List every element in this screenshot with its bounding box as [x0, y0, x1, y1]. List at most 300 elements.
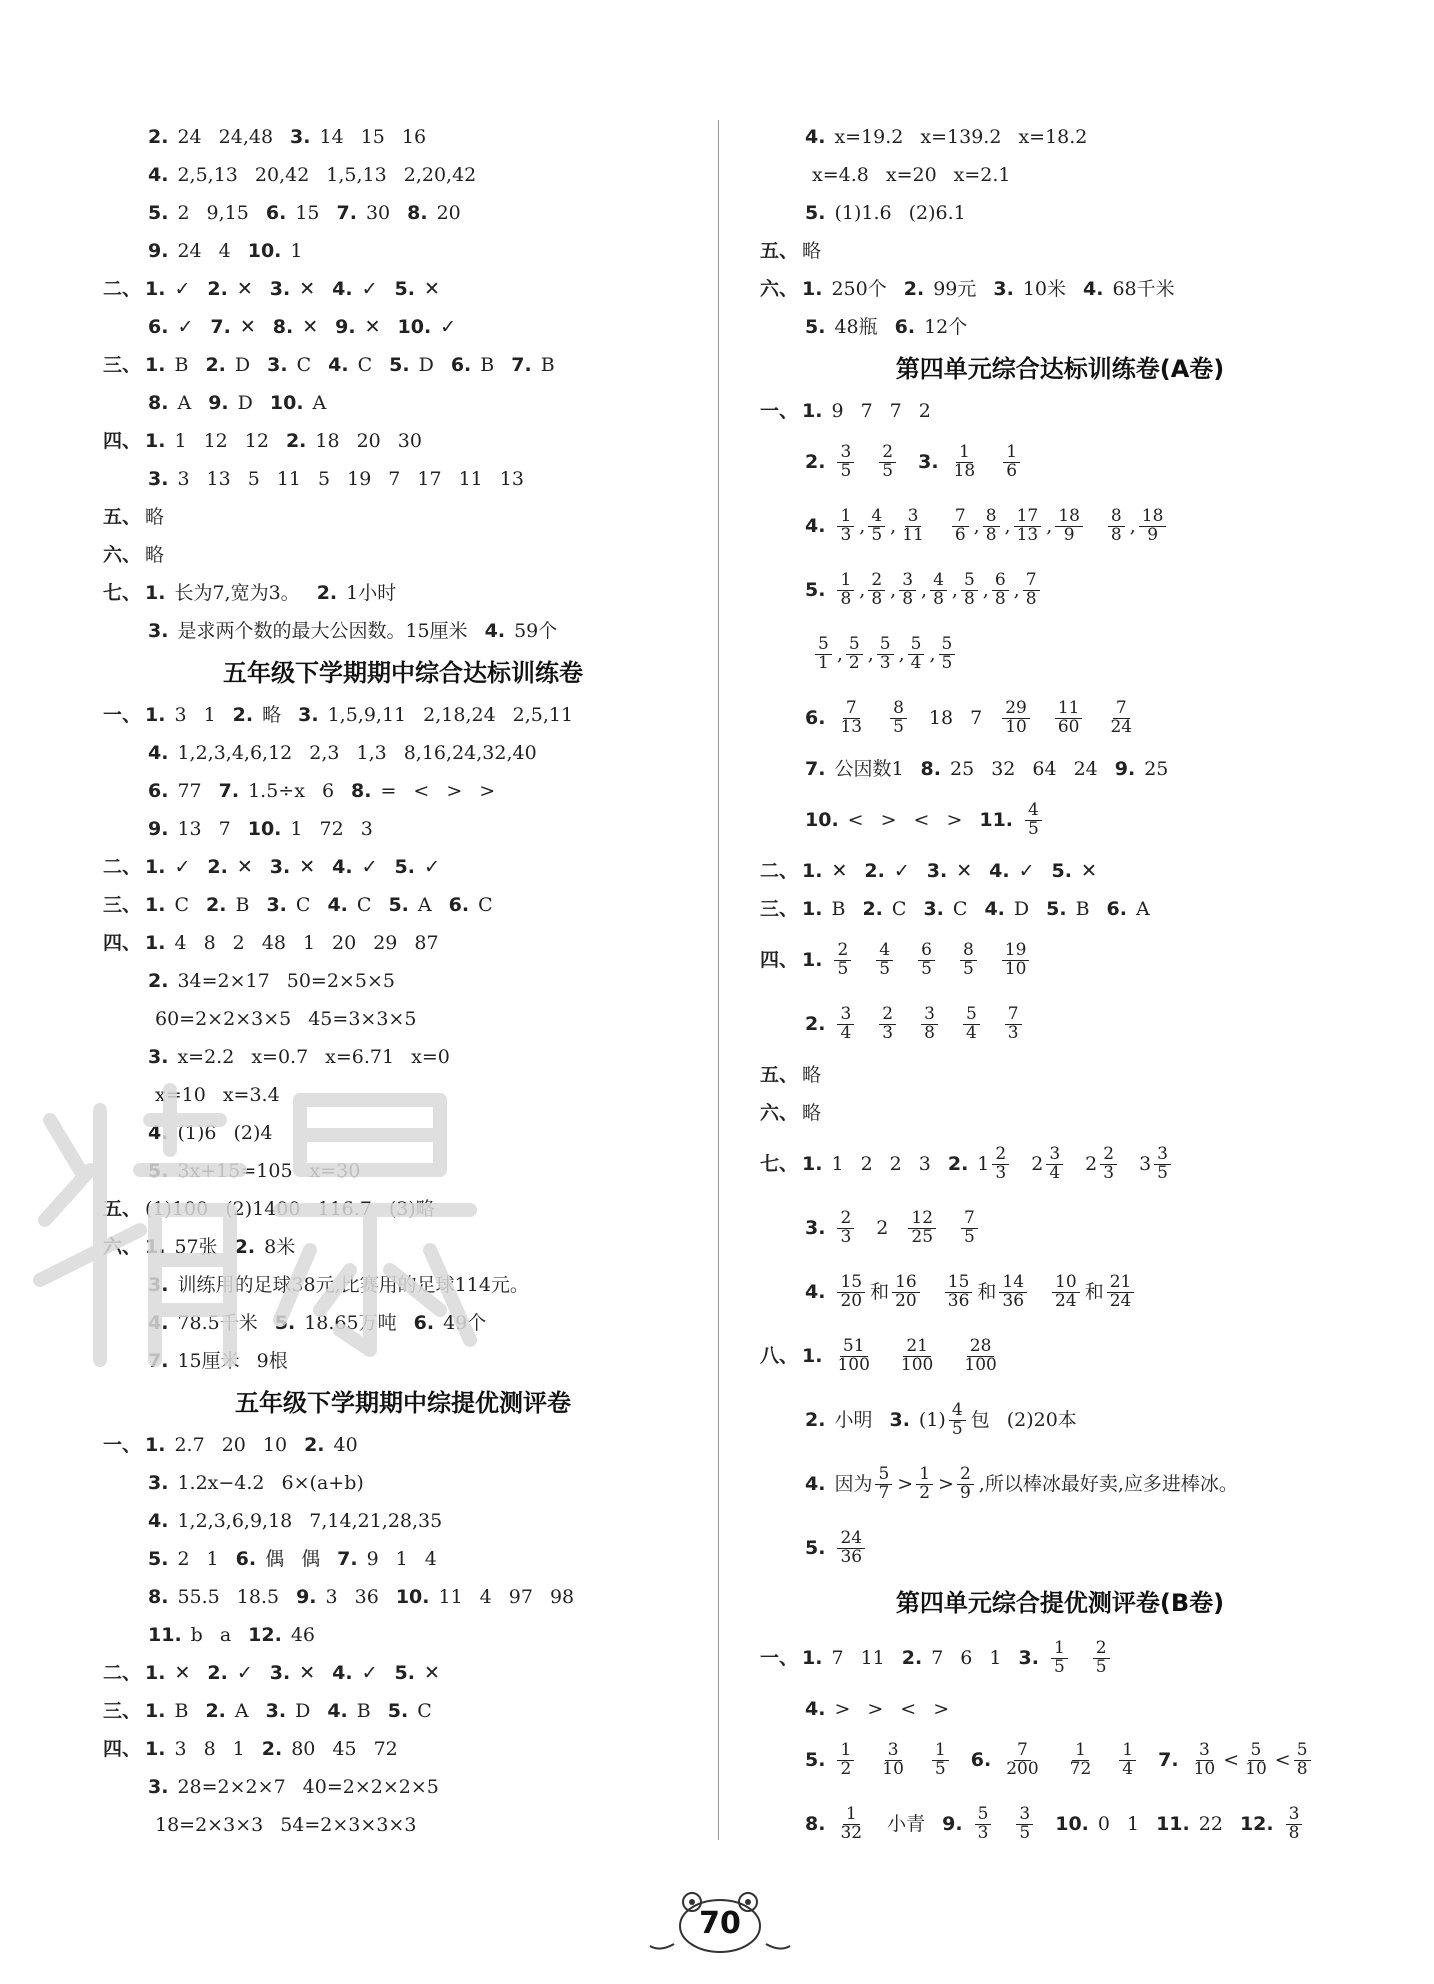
fraction-numerator: 11 [1055, 700, 1083, 719]
answer-value: $\frac{3}{10}$ < $\frac{5}{10}$ < $\frac{5}{8}$ [1188, 1742, 1316, 1779]
answer-value: a [219, 1623, 232, 1646]
answer-value: 12 [244, 429, 269, 452]
answer-value: > [834, 1697, 851, 1720]
answer-value: 2,5,13 [177, 163, 238, 186]
question-number: 3. [805, 1216, 826, 1239]
answer-value: (2)4 [233, 1121, 273, 1144]
fraction [879, 1003, 896, 1043]
answer-value: 15 [360, 125, 385, 148]
answer-value: ✕ [299, 855, 316, 878]
answer-value: 3 [360, 817, 373, 840]
question-number: 7. [511, 353, 532, 376]
answer-value: 7 [860, 399, 873, 422]
fraction-denominator: 8 [1296, 1758, 1308, 1779]
question-number: 4. [805, 1280, 826, 1303]
fraction-numerator: 4 [1025, 802, 1042, 821]
answer-value: (2)6.1 [908, 201, 966, 224]
fraction-numerator: 1 [837, 572, 854, 591]
fraction [1055, 505, 1083, 545]
answer-line [760, 1728, 1360, 1792]
question-number: 2. [805, 450, 826, 473]
answer-value [831, 939, 856, 979]
answer-value: 7 [931, 1646, 944, 1669]
fraction [834, 1335, 872, 1375]
section-marker: 七、 [760, 1152, 799, 1175]
answer-value: 18.65万吨 [304, 1311, 397, 1334]
answer-value: ✓ [174, 855, 191, 878]
fraction-numerator: 2 [1093, 1640, 1110, 1659]
fraction [899, 569, 916, 609]
answer-value: 长为7,宽为3。 [174, 581, 300, 604]
answer-line [103, 194, 703, 232]
fraction-numerator: 15 [945, 1274, 973, 1293]
fraction-denominator: 3 [1007, 1022, 1019, 1043]
fraction-numerator: 6 [918, 942, 935, 961]
answer-value: 20 [332, 931, 357, 954]
fraction-numerator: 5 [846, 636, 863, 655]
fraction [815, 633, 832, 673]
answer-value [834, 1527, 870, 1567]
answer-value: 7 [970, 706, 983, 729]
fraction [992, 569, 1009, 609]
answer-value: 小青 [887, 1812, 926, 1835]
answer-value: 2 [177, 1547, 190, 1570]
fraction [1242, 1739, 1270, 1779]
answer-value: B [480, 353, 495, 376]
answer-value: 2 [177, 201, 190, 224]
answer-value [834, 1739, 859, 1779]
fraction [875, 1463, 892, 1503]
question-number: 4. [805, 1472, 826, 1495]
answer-value: ✓ [423, 855, 440, 878]
answer-value [960, 1003, 985, 1043]
answer-value: 19 [347, 467, 372, 490]
answer-value: C [356, 893, 372, 916]
answer-value: 2 $\frac{3}{4}$ [1031, 1146, 1068, 1183]
fraction [939, 633, 956, 673]
fraction-denominator: 8 [1025, 588, 1037, 609]
fraction-numerator: 3 [1046, 1146, 1063, 1165]
answer-line [760, 1132, 1360, 1196]
fraction-numerator: 21 [1107, 1274, 1135, 1293]
answer-value: 1,5,9,11 [327, 703, 407, 726]
answer-value: 18=2×3×3 [155, 1813, 264, 1836]
question-number: 9. [148, 239, 169, 262]
answer-value: 5 [318, 467, 331, 490]
fraction-denominator: 13 [840, 716, 863, 737]
answer-value: 98 [549, 1585, 575, 1608]
fraction-numerator: 1 [837, 1742, 854, 1761]
fraction-denominator: 5 [1053, 1656, 1065, 1677]
answer-value: 7 [388, 467, 401, 490]
answer-value: 3 [177, 467, 190, 490]
fraction-denominator: 2 [840, 1758, 852, 1779]
answer-value: 116.7 [317, 1197, 372, 1220]
answer-value: C [952, 897, 968, 920]
answer-value: 12 [203, 429, 228, 452]
answer-value: 78.5千米 [177, 1311, 258, 1334]
answer-value: 2 [876, 1216, 889, 1239]
answer-value: x=4.8 [812, 163, 869, 186]
fraction-denominator: 9 [959, 1482, 971, 1503]
answer-value: 2 [232, 931, 245, 954]
question-number: 2. [232, 703, 254, 726]
fraction [834, 939, 851, 979]
answer-value: x=3.4 [222, 1083, 280, 1106]
answer-line [103, 734, 703, 772]
section-marker: 一、 [760, 1646, 799, 1669]
answer-value: 46 [290, 1623, 316, 1646]
answer-value: 6 [960, 1646, 973, 1669]
answer-value: 略 [145, 505, 165, 528]
fraction-numerator: 3 [1286, 1806, 1303, 1825]
question-number: 3. [298, 703, 319, 726]
answer-value: 11 [276, 467, 302, 490]
fraction-denominator: 24 [1055, 1290, 1077, 1311]
answer-value: $\frac{15}{20}$ 和 $\frac{16}{20}$ [834, 1274, 924, 1311]
answer-line [103, 1038, 703, 1076]
question-number: 1. [802, 1646, 823, 1669]
answer-value: 1 [1126, 1812, 1140, 1835]
answer-line [103, 886, 703, 924]
fraction [837, 505, 854, 545]
answer-line [103, 848, 703, 886]
fraction [1107, 697, 1135, 737]
right-column [760, 118, 1360, 1856]
answer-value: 30 [365, 201, 391, 224]
answer-value: x=139.2 [920, 125, 1002, 148]
fraction-numerator: 8 [1108, 508, 1125, 527]
question-number: 6. [235, 1547, 257, 1570]
answer-line [103, 118, 703, 156]
answer-value: A [1136, 897, 1150, 920]
answer-value: 1,2,3,4,6,12 [177, 741, 293, 764]
answer-value [834, 697, 870, 737]
answer-line [103, 498, 703, 536]
answer-line [103, 1342, 703, 1380]
fraction-denominator: 4 [965, 1022, 977, 1043]
fraction-numerator: 14 [999, 1274, 1027, 1293]
answer-value: 9,15 [206, 201, 249, 224]
answer-value [1048, 1637, 1073, 1677]
question-number: 1. [802, 399, 823, 422]
fraction-denominator: 20 [840, 1290, 863, 1311]
answer-value: 1,5,13 [326, 163, 387, 186]
answer-line [103, 460, 703, 498]
fraction-numerator: 2 [957, 1466, 974, 1485]
answer-value: 1,3 [356, 741, 387, 764]
question-number: 8. [805, 1812, 826, 1835]
fraction-denominator: 8 [963, 588, 975, 609]
fraction-denominator: 9 [1063, 524, 1075, 545]
question-number: 3. [923, 897, 944, 920]
answer-value: ✕ [236, 855, 253, 878]
answer-value: 32 [991, 757, 1016, 780]
answer-value: 36 [354, 1585, 379, 1608]
fraction-numerator: 16 [892, 1274, 920, 1293]
fraction-numerator: 2 [992, 1146, 1009, 1165]
question-number: 4. [984, 897, 1005, 920]
fraction [837, 1527, 865, 1567]
fraction-numerator: 7 [1113, 700, 1130, 719]
fraction-numerator: 3 [837, 444, 854, 463]
section-heading: 五年级下学期期中综提优测评卷 [235, 1389, 571, 1417]
fraction [949, 1399, 966, 1439]
answer-line [103, 1578, 703, 1616]
answer-line [760, 1388, 1360, 1452]
fraction-numerator: 1 [837, 508, 854, 527]
question-number: 3. [889, 1408, 910, 1431]
answer-value: B [540, 353, 555, 376]
fraction-denominator: 3 [840, 1226, 852, 1247]
question-number: 6. [894, 315, 916, 338]
answer-value: 训练用的足球38元,比赛用的足球114元。 [177, 1273, 529, 1296]
fraction-numerator: 5 [939, 636, 956, 655]
fraction [960, 939, 977, 979]
fraction-denominator: 1 [818, 652, 829, 673]
fraction [1154, 1143, 1171, 1183]
section-marker: 二、 [103, 855, 142, 878]
fraction-denominator: 3 [1103, 1162, 1115, 1183]
answer-value: 1 [290, 817, 303, 840]
question-number: 8. [148, 1585, 169, 1608]
fraction-denominator: 5 [879, 958, 891, 979]
fraction-numerator: 6 [992, 572, 1009, 591]
answer-value: ✓ [361, 277, 378, 300]
fraction [975, 1803, 992, 1843]
question-number: 8. [351, 779, 372, 802]
question-number: 2. [901, 1646, 923, 1669]
answer-value: ✓ [174, 277, 191, 300]
answer-value: A [177, 391, 192, 414]
answer-value: 略 [802, 1101, 822, 1124]
answer-value: 略 [262, 703, 282, 726]
answer-value: A [234, 1699, 249, 1722]
question-number: 5. [148, 201, 169, 224]
fraction-denominator: 10 [1005, 716, 1027, 737]
left-column [103, 118, 703, 1844]
answer-line [103, 1502, 703, 1540]
question-number: 1. [145, 429, 166, 452]
answer-value: A [417, 893, 432, 916]
answer-value [958, 1335, 1004, 1375]
fraction-denominator: 8 [994, 588, 1006, 609]
answer-line [760, 1056, 1360, 1094]
section-marker: 二、 [103, 277, 142, 300]
question-number: 9. [1114, 757, 1136, 780]
fraction-numerator: 1 [843, 1806, 860, 1825]
answer-value: 10米 [1022, 277, 1067, 300]
fraction-denominator: 8 [871, 588, 883, 609]
fraction [1002, 697, 1030, 737]
fraction-denominator: 36 [947, 1290, 970, 1311]
fraction-numerator: 1 [1051, 1640, 1068, 1659]
fraction [999, 1271, 1027, 1311]
answer-line [760, 1516, 1360, 1580]
answer-value: (1)1.6 [834, 201, 892, 224]
answer-value: ✓ [361, 1661, 378, 1684]
question-number: 6. [265, 201, 287, 224]
answer-value: 250个 [831, 277, 887, 300]
fraction [879, 441, 896, 481]
answer-line [760, 1324, 1360, 1388]
answer-value: ✓ [177, 315, 194, 338]
fraction-numerator: 5 [963, 1006, 980, 1025]
question-number: 5. [274, 1311, 296, 1334]
fraction-denominator: 3 [882, 1022, 894, 1043]
question-number: 5. [394, 1661, 415, 1684]
fraction [961, 1207, 978, 1247]
question-number: 4. [484, 619, 506, 642]
question-number: 5. [387, 1699, 409, 1722]
answer-line [760, 392, 1360, 430]
answer-line [760, 270, 1360, 308]
answer-value: 1 [203, 703, 216, 726]
answer-value: > [867, 1697, 884, 1720]
answer-line [760, 1690, 1360, 1728]
fraction [1107, 1271, 1135, 1311]
fraction-numerator: 3 [1154, 1146, 1171, 1165]
question-number: 10. [1055, 1812, 1089, 1835]
fraction [1067, 1739, 1095, 1779]
answer-value [834, 441, 859, 481]
question-number: 5. [148, 1547, 169, 1570]
question-number: 3. [269, 1661, 291, 1684]
answer-value: 25 [950, 757, 975, 780]
question-number: 2. [316, 581, 338, 604]
answer-value [1283, 1803, 1308, 1843]
answer-value: 20 [356, 429, 381, 452]
answer-value [1000, 1739, 1046, 1779]
answer-value: 77 [177, 779, 202, 802]
answer-value: 40=2×2×2×5 [302, 1775, 439, 1798]
answer-value: (3)略 [388, 1197, 435, 1220]
question-number: 4. [148, 741, 169, 764]
answer-value: B [174, 1699, 189, 1722]
question-number: 10. [247, 817, 282, 840]
question-number: 3. [993, 277, 1014, 300]
fraction-numerator: 2 [837, 1210, 854, 1229]
question-number: 9. [942, 1812, 963, 1835]
question-number: 1. [145, 703, 166, 726]
answer-value: 2 $\frac{2}{3}$ [1085, 1146, 1122, 1183]
fraction-numerator: 3 [899, 572, 916, 591]
question-number: 7. [805, 757, 826, 780]
page-number: 70 [699, 1905, 741, 1941]
answer-line [103, 1616, 703, 1654]
fraction-denominator: 5 [1028, 818, 1039, 839]
answer-value [1090, 1637, 1115, 1677]
answer-value: C [417, 1699, 432, 1722]
question-number: 9. [296, 1585, 317, 1608]
answer-value: < [413, 779, 430, 802]
answer-line [103, 1152, 703, 1190]
fraction-numerator: 19 [1002, 942, 1030, 961]
section-marker: 三、 [103, 353, 142, 376]
question-number: 11. [148, 1623, 182, 1646]
question-number: 4. [148, 1509, 169, 1532]
answer-value: < [913, 808, 930, 831]
answer-value: 40 [333, 1433, 358, 1456]
answer-line [103, 270, 703, 308]
section-marker: 六、 [760, 277, 799, 300]
answer-value [1052, 697, 1088, 737]
fraction-numerator: 10 [1052, 1274, 1080, 1293]
answer-value: 1.2x−4.2 [177, 1471, 265, 1494]
question-number: 2. [304, 1433, 325, 1456]
question-number: 1. [145, 1433, 166, 1456]
question-number: 4. [805, 125, 826, 148]
answer-value: D [295, 1699, 311, 1722]
answer-value: B [356, 1699, 371, 1722]
answer-value: ✕ [423, 1661, 440, 1684]
answer-line [103, 1540, 703, 1578]
answer-line [760, 430, 1360, 494]
answer-value: > [933, 1697, 950, 1720]
question-number: 8. [920, 757, 941, 780]
answer-line [103, 1000, 703, 1038]
answer-value: 6×(a+b) [281, 1471, 364, 1494]
question-number: 3. [265, 1699, 287, 1722]
fraction [932, 1739, 949, 1779]
answer-line [103, 232, 703, 270]
answer-line [103, 156, 703, 194]
column-divider [718, 120, 719, 1840]
fraction-numerator: 3 [1016, 1806, 1033, 1825]
fraction-denominator: 5 [837, 958, 849, 979]
answer-value: 1 [302, 931, 316, 954]
fraction [837, 1803, 865, 1843]
fraction [1108, 505, 1125, 545]
section-marker: 三、 [103, 1699, 142, 1722]
fraction-denominator: 60 [1057, 716, 1080, 737]
answer-value: B [174, 353, 189, 376]
question-number: 3. [267, 353, 288, 376]
question-number: 5. [805, 1536, 826, 1559]
answer-value: 24,48 [218, 125, 274, 148]
fraction [921, 1003, 938, 1043]
fraction-numerator: 4 [930, 572, 947, 591]
question-number: 3. [148, 1471, 169, 1494]
answer-line [760, 928, 1360, 992]
answer-value: $\frac{15}{36}$ 和 $\frac{14}{36}$ [942, 1274, 1032, 1311]
fraction-numerator: 1 [1003, 444, 1020, 463]
answer-value: ✕ [239, 315, 256, 338]
question-number: 5. [388, 893, 409, 916]
answer-value: x=0.7 [251, 1045, 309, 1068]
question-number: 6. [805, 706, 826, 729]
answer-value: 22 [1198, 1812, 1223, 1835]
answer-value: 13 [206, 467, 231, 490]
fraction-denominator: 18 [953, 460, 976, 481]
fraction-numerator: 5 [961, 572, 978, 591]
page-number-badge [640, 1888, 800, 1958]
answer-line [103, 1730, 703, 1768]
answer-line [103, 1304, 703, 1342]
fraction-denominator: 5 [941, 652, 953, 673]
answer-value: 2 [889, 1152, 902, 1175]
answer-value: 略 [145, 543, 165, 566]
question-number: 1. [145, 1661, 166, 1684]
fraction-denominator: 3 [840, 524, 852, 545]
answer-value: 18 [928, 706, 954, 729]
answer-value: 3 [918, 1152, 931, 1175]
answer-value: 7,14,21,28,35 [309, 1509, 443, 1532]
answer-value: 4 [218, 239, 231, 262]
fraction [1051, 1637, 1068, 1677]
answer-value: 68千米 [1112, 277, 1175, 300]
answer-line [103, 612, 703, 650]
